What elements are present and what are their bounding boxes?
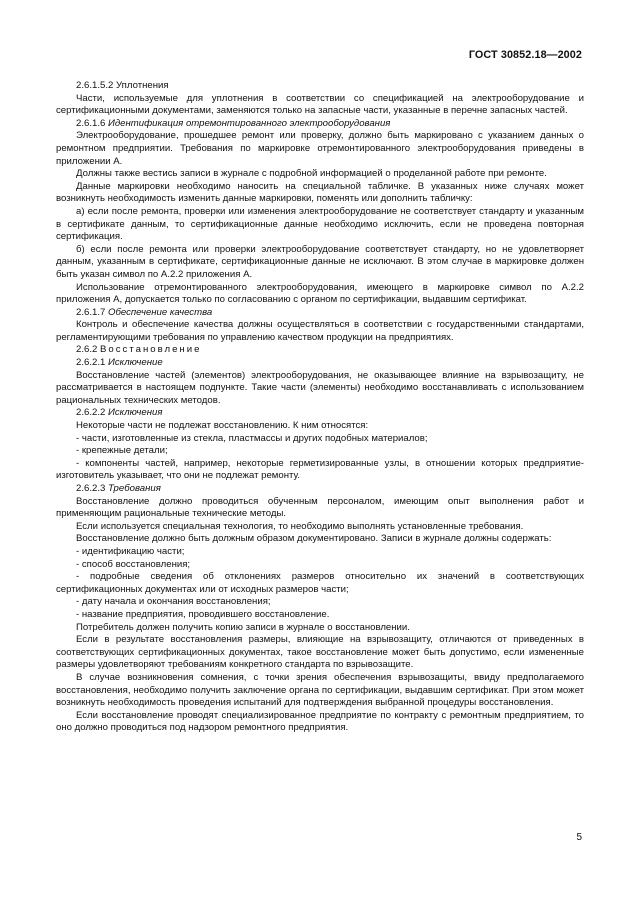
- section-title: Идентификация отремонтированного электрооборудования: [108, 117, 391, 129]
- body-paragraph: Части, используемые для уплотнения в соответствии со спецификацией на электрооборудование и сертификационными документами, заменяются только на запасные части, указанные в перечне запасных частей.: [56, 92, 584, 117]
- section-number: 2.6.2.2: [76, 407, 106, 419]
- body-paragraph: - крепежные детали;: [76, 445, 168, 457]
- section-title: Требования: [108, 483, 161, 494]
- body-paragraph: Контроль и обеспечение качества должны осуществляться в соответствии с государственными стандартами, регламентирующими требования по управлению качеством продукции на предприятиях.: [56, 319, 584, 343]
- section-title: Исключения: [108, 407, 163, 419]
- body-paragraph: Восстановление должно проводиться обученным персоналом, имеющим опыт выполнения работ и применяющим рациональные технические методы.: [56, 495, 584, 520]
- standard-number: ГОСТ 30852.18—2002: [468, 49, 582, 61]
- section-heading: [56, 344, 584, 357]
- body-paragraph: Восстановление частей (элементов) электрооборудования, не оказывающее влияние на взрывозащиту, не рассматривается в настоящем подпункте. Такие части (элементы) необходимо восстанавливать с использованием рациональных технических методов.: [56, 369, 584, 406]
- page-number: 5: [576, 832, 582, 843]
- section-heading: [56, 118, 584, 131]
- body-paragraph: Должны также вестись записи в журнале с подробной информацией о проделанной работе при ремонте.: [76, 168, 547, 180]
- body-paragraph: Потребитель должен получить копию записи в журнале о восстановлении.: [76, 621, 410, 633]
- section-number: 2.6.1.6: [76, 117, 106, 129]
- body-paragraph: - компоненты частей, например, некоторые герметизированные узлы, в отношении которых предприятие-изготовитель указывает, что они не подлежат ремонту.: [56, 457, 584, 482]
- body-paragraph: Если восстановление проводят специализированное предприятие по контракту с ремонтным предприятием, то оно должно проводиться под надзором ремонтного предприятия.: [56, 709, 584, 734]
- section-heading: [56, 80, 584, 93]
- body-paragraph: Некоторые части не подлежат восстановлению. К ним относятся:: [76, 420, 369, 432]
- body-paragraph: - название предприятия, проводившего восстановление.: [76, 608, 330, 620]
- body-paragraph: Данные маркировки необходимо наносить на специальной табличке. В указанных ниже случаях может возникнуть необходимость изменить данные маркировки, поменять или дополнить табличку:: [56, 180, 584, 205]
- section-title: Исключение: [108, 357, 163, 369]
- section-number: 2.6.2.3: [76, 483, 106, 494]
- section-heading: [56, 407, 584, 420]
- section-title: Уплотнения: [116, 80, 169, 91]
- body-paragraph: Если в результате восстановления размеры, влияющие на взрывозащиту, отличаются от приведенных в соответствующих сертификационных документах, такое восстановление может быть допустимо, если измененные размеры удовлетворяют требованиям конкретного стандарта по взрывозащите.: [56, 634, 584, 671]
- body-paragraph: - подробные сведения об отклонениях размеров относительно их значений в соответствующих сертификационных документах или от исходных размеров части;: [56, 571, 584, 595]
- body-paragraph: - дату начала и окончания восстановления;: [76, 596, 271, 608]
- section-heading: [56, 307, 584, 320]
- body-paragraph: б) если после ремонта или проверки электрооборудование соответствует стандарту, но не удовлетворяет данным, указанным в сертификате, сертификационные данные не исключают. В этом случае в маркировке должен быть указан символ по А.2.2 приложения А.: [56, 243, 584, 280]
- body-paragraph: - части, изготовленные из стекла, пластмассы и других подобных материалов;: [76, 432, 428, 444]
- section-number: 2.6.1.7: [76, 306, 106, 318]
- body-paragraph: Если используется специальная технология, то необходимо выполнять установленные требования.: [76, 520, 524, 532]
- section-number: 2.6.2: [76, 344, 98, 356]
- document-body: [56, 80, 584, 735]
- section-heading: [56, 357, 584, 370]
- section-number: 2.6.2.1: [76, 357, 106, 369]
- body-paragraph: - идентификацию части;: [76, 545, 185, 557]
- section-title: Восстановление: [100, 344, 202, 356]
- body-paragraph: а) если после ремонта, проверки или изменения электрооборудование не соответствует стандарту и указанным в сертификате данным, то сертификационные данные необходимо исключить, если не проведена повторная сертификация.: [56, 205, 584, 243]
- section-title: Обеспечение качества: [108, 306, 213, 318]
- section-heading: [56, 483, 584, 496]
- section-number: 2.6.1.5.2: [76, 80, 114, 91]
- body-paragraph: В случае возникновения сомнения, с точки зрения обеспечения взрывозащиты, ввиду предполагаемого восстановления, необходимо получить заключение органа по сертификации, выдавшим сертификат. При этом может возникнуть необходимость проведения испытаний для подтверждения выбранной процедуры восстановления.: [56, 671, 584, 709]
- body-paragraph: Восстановление должно быть должным образом документировано. Записи в журнале должны содержать:: [76, 533, 552, 545]
- body-paragraph: Электрооборудование, прошедшее ремонт или проверку, должно быть маркировано с указанием данных о ремонтном предприятии. Требования по маркировке отремонтированного электрооборудования приведены в приложении А.: [56, 130, 584, 167]
- body-paragraph: Использование отремонтированного электрооборудования, имеющего в маркировке символ по А.2.2 приложения А, допускается только по согласованию с органом по сертификации, выдавшим сертификат.: [56, 281, 584, 306]
- body-paragraph: - способ восстановления;: [76, 558, 191, 570]
